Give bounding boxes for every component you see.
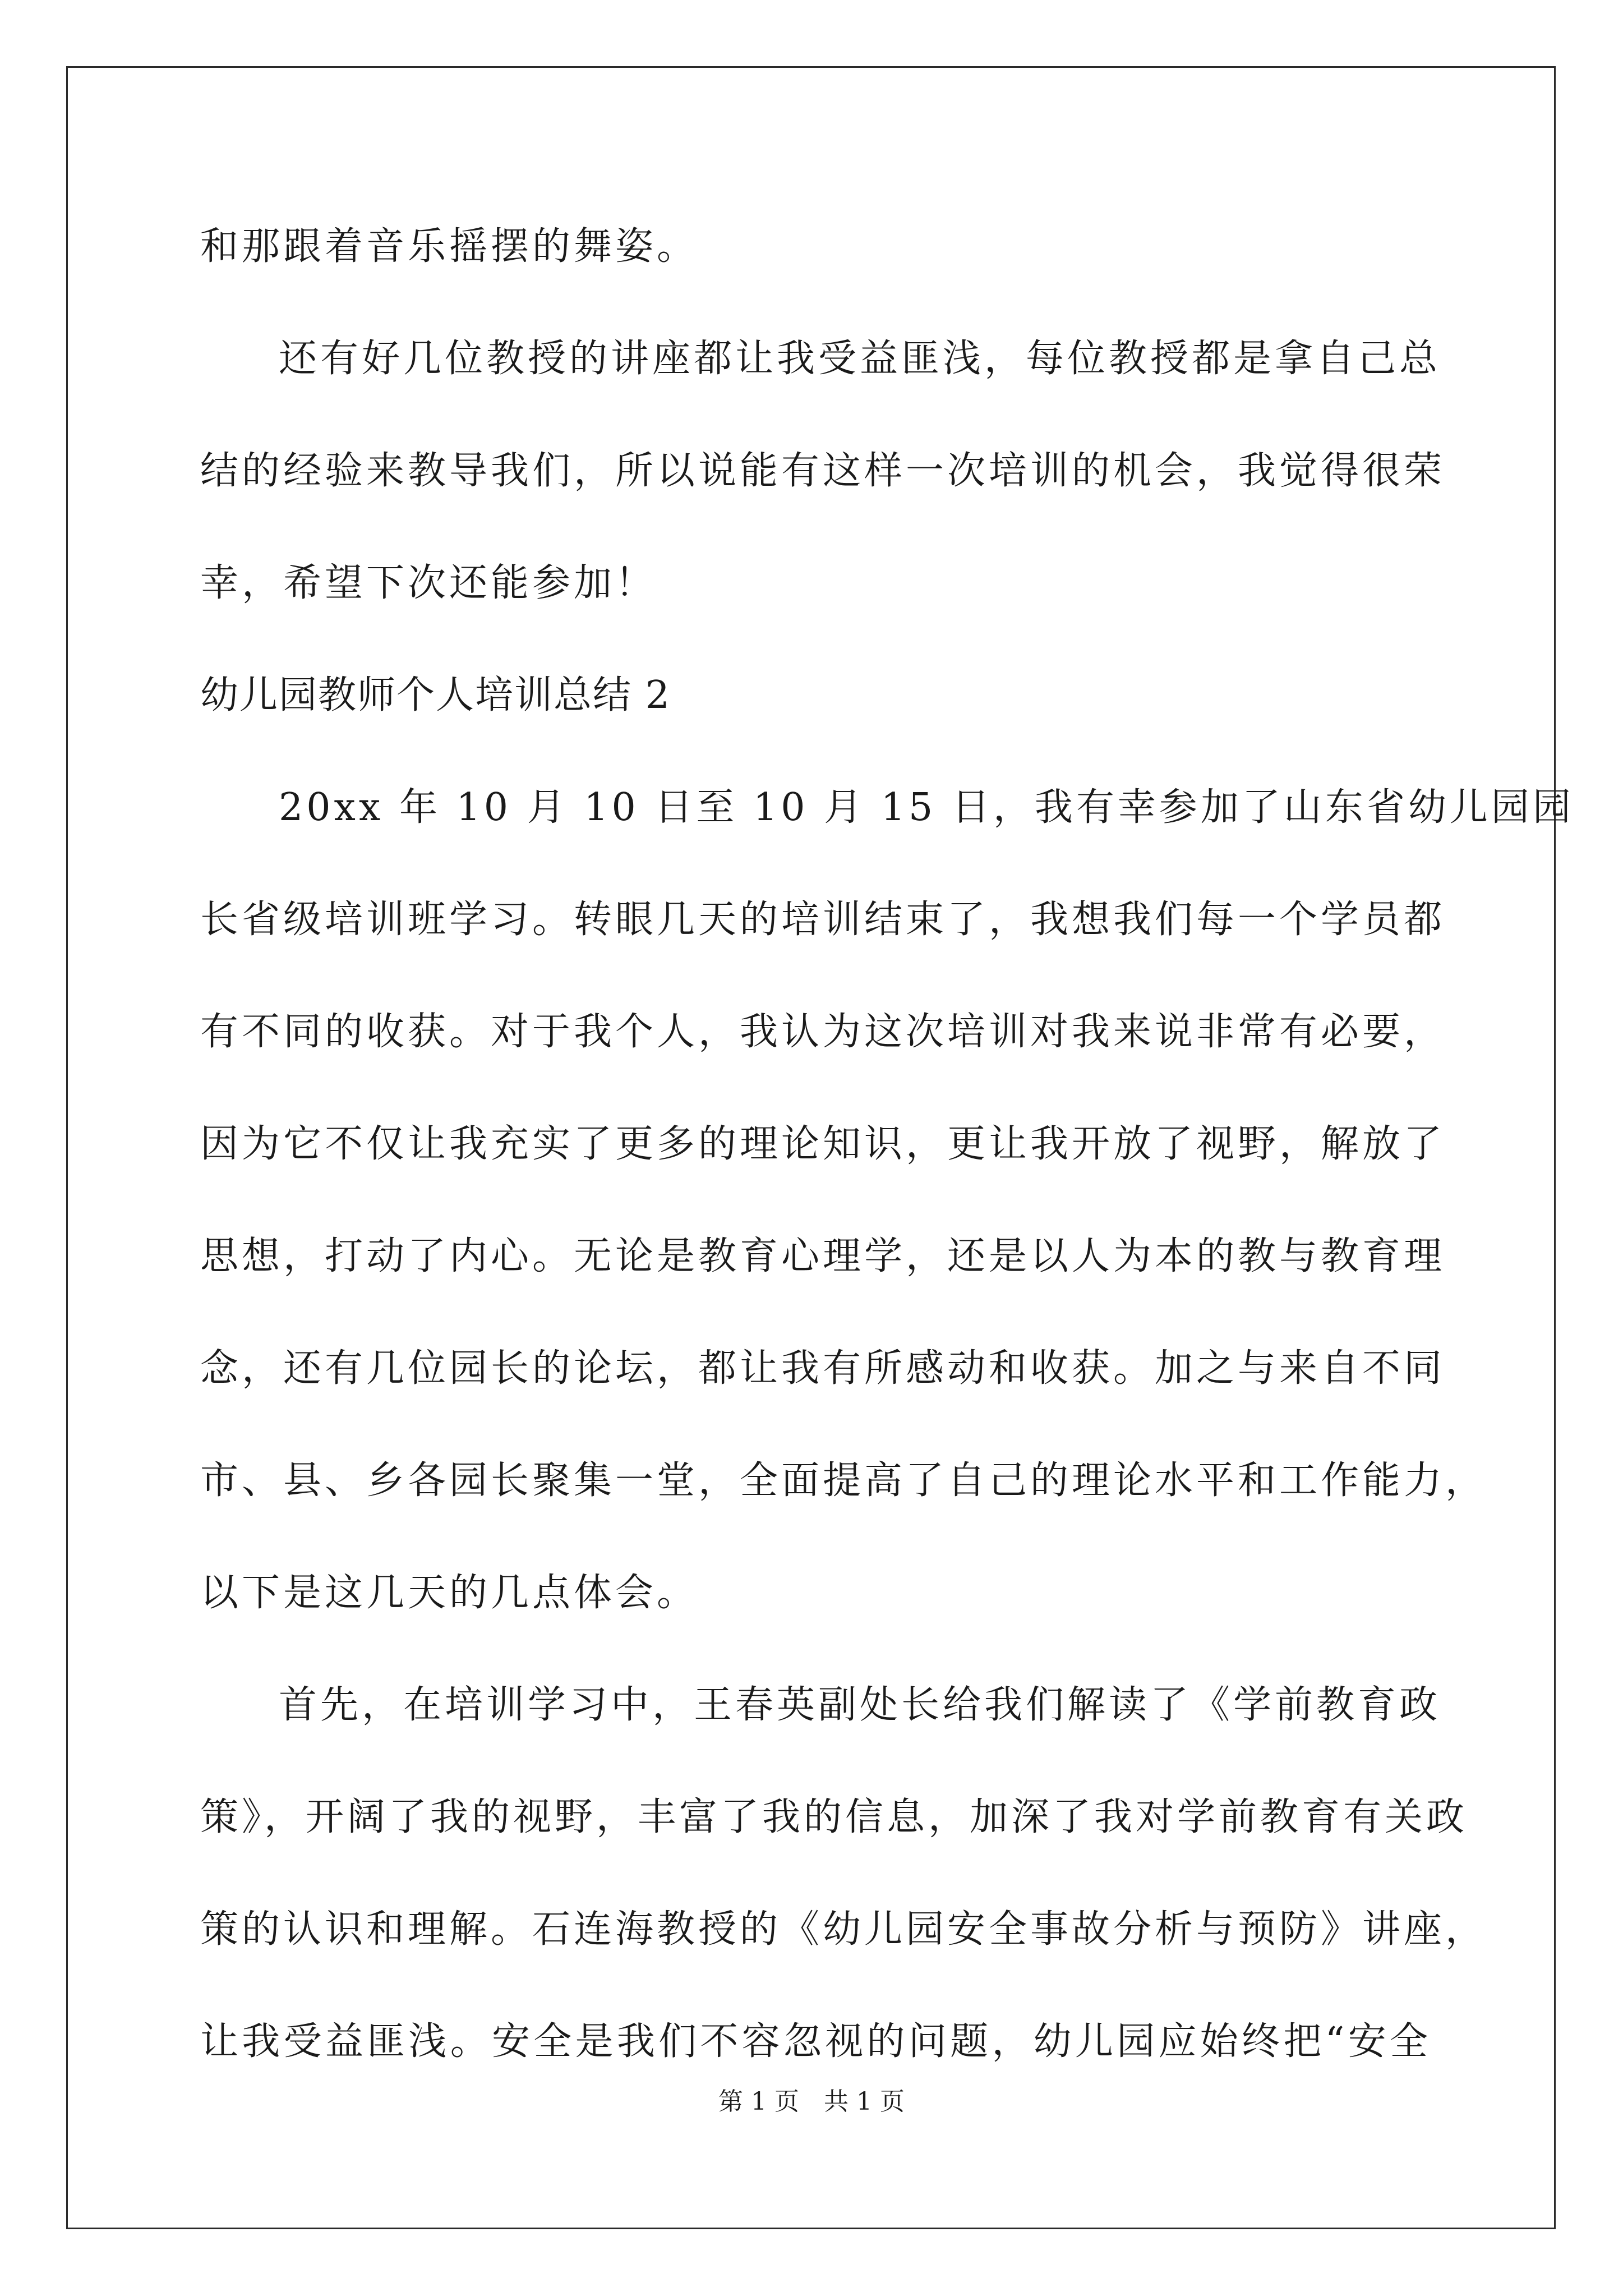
text-line: 市、县、乡各园长聚集一堂，全面提高了自己的理论水平和工作能力， [200, 1458, 1487, 1503]
text-line: 念，还有几位园长的论坛，都让我有所感动和收获。加之与来自不同 [200, 1346, 1446, 1391]
text-line: 和那跟着音乐摇摆的舞姿。 [200, 224, 699, 269]
text-line: 长省级培训班学习。转眼几天的培训结束了，我想我们每一个学员都 [200, 898, 1446, 942]
text-line: 幸，希望下次还能参加！ [200, 561, 657, 605]
document-body [200, 191, 1574, 2098]
page-total: 共 1 页 [824, 2087, 905, 2116]
text-line: 因为它不仅让我充实了更多的理论知识，更让我开放了视野，解放了 [200, 1122, 1446, 1166]
text-line: 有不同的收获。对于我个人，我认为这次培训对我来说非常有必要， [200, 1010, 1446, 1054]
page-number: 第 1 页 [718, 2087, 799, 2116]
text-line: 首先，在培训学习中，王春英副处长给我们解读了《学前教育政 [279, 1683, 1441, 1727]
text-line: 以下是这几天的几点体会。 [200, 1571, 699, 1615]
text-line: 思想，打动了内心。无论是教育心理学，还是以人为本的教与教育理 [200, 1234, 1446, 1278]
text-line: 策的认识和理解。石连海教授的《幼儿园安全事故分析与预防》讲座， [200, 1907, 1487, 1952]
text-line: 还有好几位教授的讲座都让我受益匪浅，每位教授都是拿自己总 [279, 337, 1441, 381]
text-line: 让我受益匪浅。安全是我们不容忽视的问题，幼儿园应始终把“安全 [200, 2019, 1431, 2064]
text-line: 策》，开阔了我的视野，丰富了我的信息，加深了我对学前教育有关政 [200, 1795, 1468, 1839]
text-line: 20xx 年 10 月 10 日至 10 月 15 日，我有幸参加了山东省幼儿园园 [279, 785, 1574, 830]
text-line: 结的经验来教导我们，所以说能有这样一次培训的机会，我觉得很荣 [200, 449, 1446, 493]
section-heading: 幼儿园教师个人培训总结 2 [200, 673, 671, 717]
page-footer [0, 2081, 1623, 2117]
